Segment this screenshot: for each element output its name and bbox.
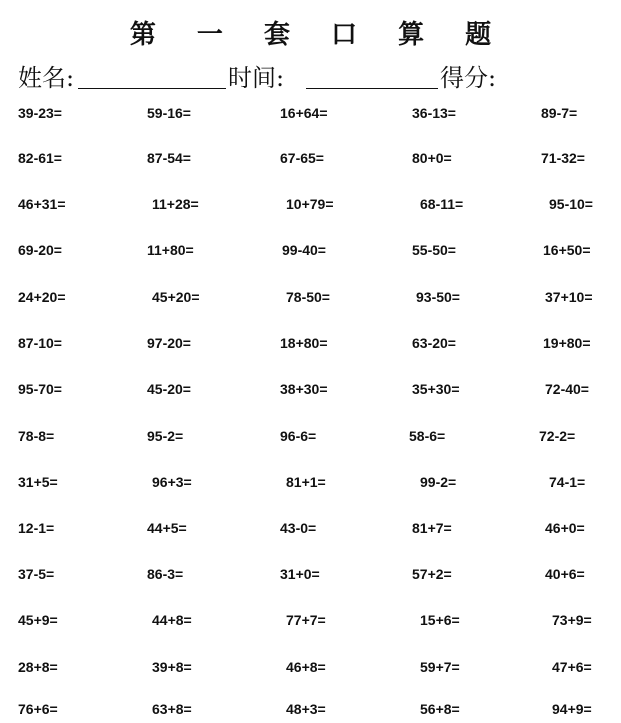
problem-item: 67-65=: [280, 150, 324, 166]
problem-item: 93-50=: [416, 289, 460, 305]
problem-item: 76+6=: [18, 701, 58, 717]
problem-item: 16+64=: [280, 105, 328, 121]
problem-item: 31+5=: [18, 474, 58, 490]
problem-item: 59+7=: [420, 659, 460, 675]
problem-item: 11+80=: [147, 242, 194, 258]
problem-item: 44+8=: [152, 612, 192, 628]
problem-item: 89-7=: [541, 105, 578, 121]
problem-item: 59-16=: [147, 105, 191, 121]
problem-item: 74-1=: [549, 474, 586, 490]
problem-item: 71-32=: [541, 150, 585, 166]
problem-row: [0, 699, 621, 723]
problem-row: [0, 657, 621, 681]
problem-row: [0, 518, 621, 542]
problem-item: 46+0=: [545, 520, 585, 536]
problem-item: 45+20=: [152, 289, 200, 305]
problem-item: 63+8=: [152, 701, 192, 717]
problem-item: 81+7=: [412, 520, 452, 536]
problem-item: 78-8=: [18, 428, 55, 444]
problem-item: 55-50=: [412, 242, 456, 258]
problem-row: [0, 194, 621, 218]
problem-item: 56+8=: [420, 701, 460, 717]
problem-item: 73+9=: [552, 612, 592, 628]
problem-item: 36-13=: [412, 105, 456, 121]
problem-item: 95-10=: [549, 196, 593, 212]
problem-item: 46+31=: [18, 196, 66, 212]
problem-row: [0, 564, 621, 588]
problem-item: 87-10=: [18, 335, 62, 351]
problem-item: 37-5=: [18, 566, 55, 582]
problem-item: 96+3=: [152, 474, 192, 490]
problem-item: 80+0=: [412, 150, 452, 166]
problem-item: 19+80=: [543, 335, 591, 351]
problem-item: 72-2=: [539, 428, 576, 444]
problem-row: [0, 333, 621, 357]
problem-item: 63-20=: [412, 335, 456, 351]
problem-item: 47+6=: [552, 659, 592, 675]
problem-item: 12-1=: [18, 520, 55, 536]
problem-item: 95-70=: [18, 381, 62, 397]
problem-item: 77+7=: [286, 612, 326, 628]
problem-item: 57+2=: [412, 566, 452, 582]
problem-row: [0, 426, 621, 450]
problem-item: 68-11=: [420, 196, 464, 212]
problem-item: 69-20=: [18, 242, 62, 258]
problem-item: 95-2=: [147, 428, 184, 444]
problem-row: [0, 379, 621, 403]
problem-item: 43-0=: [280, 520, 317, 536]
problem-item: 87-54=: [147, 150, 191, 166]
name-label: 姓名:: [18, 64, 75, 92]
time-label: 时间:: [228, 64, 285, 92]
problem-row: [0, 103, 621, 127]
problem-row: [0, 472, 621, 496]
problem-item: 78-50=: [286, 289, 330, 305]
problem-item: 97-20=: [147, 335, 191, 351]
problem-item: 96-6=: [280, 428, 317, 444]
problem-item: 94+9=: [552, 701, 592, 717]
problem-item: 81+1=: [286, 474, 326, 490]
problem-item: 46+8=: [286, 659, 326, 675]
problem-item: 40+6=: [545, 566, 585, 582]
score-label: 得分:: [440, 64, 497, 92]
problem-item: 10+79=: [286, 196, 334, 212]
problem-item: 86-3=: [147, 566, 184, 582]
worksheet-title: 第 一 套 口 算 题: [129, 20, 508, 50]
problem-item: 44+5=: [147, 520, 187, 536]
problem-row: [0, 287, 621, 311]
problem-item: 39+8=: [152, 659, 192, 675]
problem-item: 31+0=: [280, 566, 320, 582]
problem-item: 18+80=: [280, 335, 328, 351]
problem-item: 16+50=: [543, 242, 591, 258]
problem-row: [0, 240, 621, 264]
problem-item: 28+8=: [18, 659, 58, 675]
problem-item: 15+6=: [420, 612, 460, 628]
problem-item: 37+10=: [545, 289, 593, 305]
problem-item: 39-23=: [18, 105, 62, 121]
problem-item: 24+20=: [18, 289, 66, 305]
problem-item: 58-6=: [409, 428, 446, 444]
problem-item: 45+9=: [18, 612, 58, 628]
problem-item: 48+3=: [286, 701, 326, 717]
problem-item: 99-40=: [282, 242, 326, 258]
problem-item: 99-2=: [420, 474, 457, 490]
problem-item: 72-40=: [545, 381, 589, 397]
problem-item: 11+28=: [152, 196, 199, 212]
problem-item: 45-20=: [147, 381, 191, 397]
problem-item: 38+30=: [280, 381, 328, 397]
problem-row: [0, 610, 621, 634]
problem-row: [0, 148, 621, 172]
problem-item: 82-61=: [18, 150, 62, 166]
problem-item: 35+30=: [412, 381, 460, 397]
